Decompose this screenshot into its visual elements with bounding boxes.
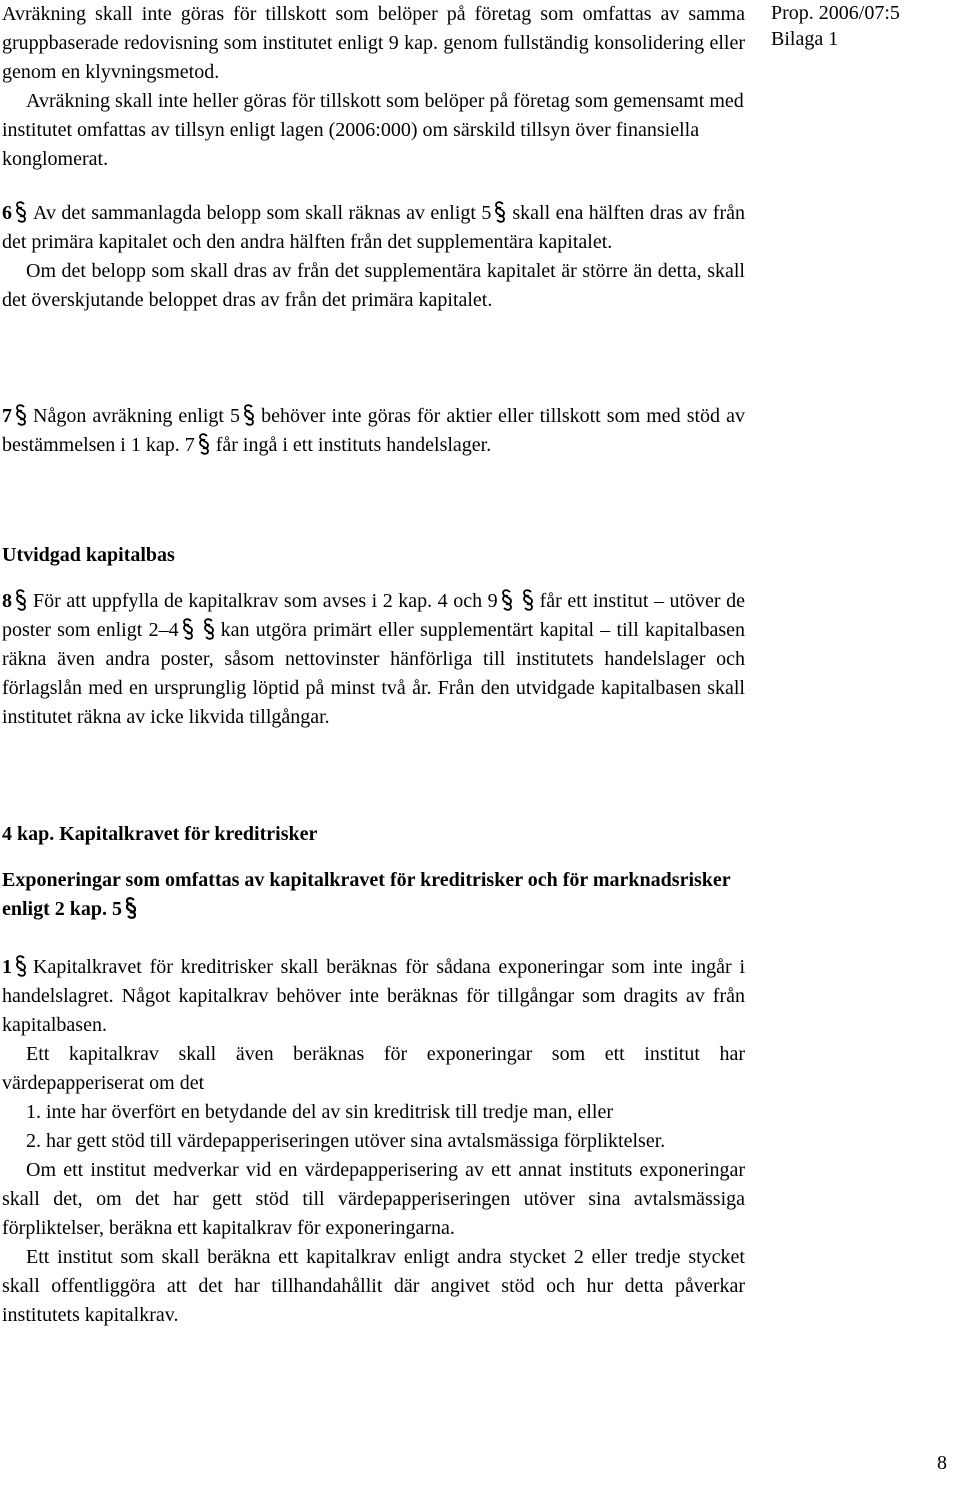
section-6-paragraph-2: Om det belopp som skall dras av från det supplementära kapitalet är större än detta, skall det överskjutande beloppet dras av från det primära kapitalet. bbox=[2, 260, 745, 311]
section-6 bbox=[2, 199, 745, 315]
section-number: 1 bbox=[2, 956, 12, 978]
section-8-paragraph bbox=[2, 587, 745, 732]
section-sign-icon bbox=[14, 955, 28, 977]
section-text-mid: får ett institut – utöver de poster som enligt 2–4 bbox=[2, 590, 745, 641]
subheading-block bbox=[2, 866, 750, 924]
section-text-end: skall ena hälften dras av från det primära kapitalet och den andra hälften från det supplementära kapitalet. bbox=[2, 202, 745, 253]
section-sign-icon bbox=[14, 201, 28, 223]
section-sign-icon bbox=[181, 618, 195, 640]
section-7 bbox=[2, 402, 745, 460]
section-sign-icon bbox=[242, 404, 256, 426]
section-1-paragraph-3: Om ett institut medverkar vid en värdepapperisering av ett annat instituts exponeringar skall det, om det har gett stöd till värdepapperiseringen utöver sina avtalsmässiga förpliktelser, beräkna ett kapitalkrav för exponeringarna. bbox=[2, 1159, 745, 1239]
section-1-list-item-2: 2. har gett stöd till värdepapperiseringen utöver sina avtalsmässiga förpliktelser. bbox=[26, 1130, 666, 1152]
section-text: Kapitalkravet för kreditrisker skall beräknas för sådana exponeringar som inte ingår i handelslagret. Något kapitalkrav behöver inte beräknas för tillgångar som dragits av från kapitalbasen. bbox=[2, 956, 745, 1036]
section-sign-icon bbox=[14, 589, 28, 611]
sidebar-reference bbox=[771, 0, 900, 52]
section-6-paragraph-1 bbox=[2, 199, 745, 257]
subheading-exponeringar: Exponeringar som omfattas av kapitalkravet för kreditrisker och för marknadsrisker enligt 2 kap. 5 bbox=[2, 869, 731, 920]
section-text-end: får ingå i ett instituts handelslager. bbox=[215, 434, 492, 456]
chapter-title: Kapitalkravet för kreditrisker bbox=[59, 823, 318, 845]
bilaga-label: Bilaga 1 bbox=[771, 28, 839, 50]
intro-paragraph-1: Avräkning skall inte göras för tillskott som belöper på företag som omfattas av samma gruppbaserade redovisning som institutet enligt 9 kap. genom fullständig konsolidering eller genom en klyvningsmetod. bbox=[2, 3, 745, 83]
section-sign-icon bbox=[197, 433, 211, 455]
section-number: 8 bbox=[2, 590, 12, 612]
section-1-paragraph-1 bbox=[2, 953, 745, 1040]
section-number: 7 bbox=[2, 405, 12, 427]
section-1-list-item-1: 1. inte har överfört en betydande del av sin kreditrisk till tredje man, eller bbox=[26, 1101, 614, 1123]
section-sign-icon bbox=[500, 589, 514, 611]
page-number: 8 bbox=[937, 1452, 947, 1474]
section-text: För att uppfylla de kapitalkrav som avses i 2 kap. 4 och 9 bbox=[33, 590, 498, 612]
section-text: Någon avräkning enligt 5 bbox=[33, 405, 241, 427]
chapter-number: 4 kap. bbox=[2, 823, 55, 845]
section-number: 6 bbox=[2, 202, 12, 224]
section-8 bbox=[2, 587, 745, 732]
section-sign-icon bbox=[493, 201, 507, 223]
section-1-paragraph-4: Ett institut som skall beräkna ett kapitalkrav enligt andra stycket 2 eller tredje stycket skall offentliggöra att det har tillhandahållit där angivet stöd och hur detta påverkar institutets kapitalkrav. bbox=[2, 1246, 745, 1326]
intro-paragraph-2: Avräkning skall inte heller göras för tillskott som belöper på företag som gemensamt med institutet omfattas av tillsyn enligt lagen (2006:000) om särskild tillsyn över finansiella konglomerat. bbox=[2, 90, 744, 170]
section-sign-icon bbox=[521, 589, 535, 611]
section-sign-icon bbox=[202, 618, 216, 640]
chapter-heading bbox=[2, 823, 317, 846]
section-text: Av det sammanlagda belopp som skall räknas av enligt 5 bbox=[33, 202, 492, 224]
heading-utvidgad-kapitalbas: Utvidgad kapitalbas bbox=[2, 544, 175, 566]
section-sign-icon bbox=[14, 404, 28, 426]
section-7-paragraph bbox=[2, 402, 745, 460]
section-text-mid: behöver inte göras för aktier eller tillskott som med stöd av bestämmelsen i 1 kap. 7 bbox=[2, 405, 745, 456]
prop-reference: Prop. 2006/07:5 bbox=[771, 2, 900, 24]
intro-block bbox=[2, 0, 745, 174]
section-sign-icon bbox=[124, 897, 138, 919]
section-1 bbox=[2, 953, 745, 1330]
section-text-end: kan utgöra primärt eller supplementärt kapital – till kapitalbasen räkna även andra poster, såsom nettovinster hänförliga till institutets handelslager och förlagslån med en ursprunglig löptid på minst två år. Från den utvidgade kapitalbasen skall institutet räkna av icke likvida tillgångar. bbox=[2, 619, 746, 728]
section-1-paragraph-2: Ett kapitalkrav skall även beräknas för exponeringar som ett institut har värdepapperiserat om det bbox=[2, 1043, 745, 1094]
